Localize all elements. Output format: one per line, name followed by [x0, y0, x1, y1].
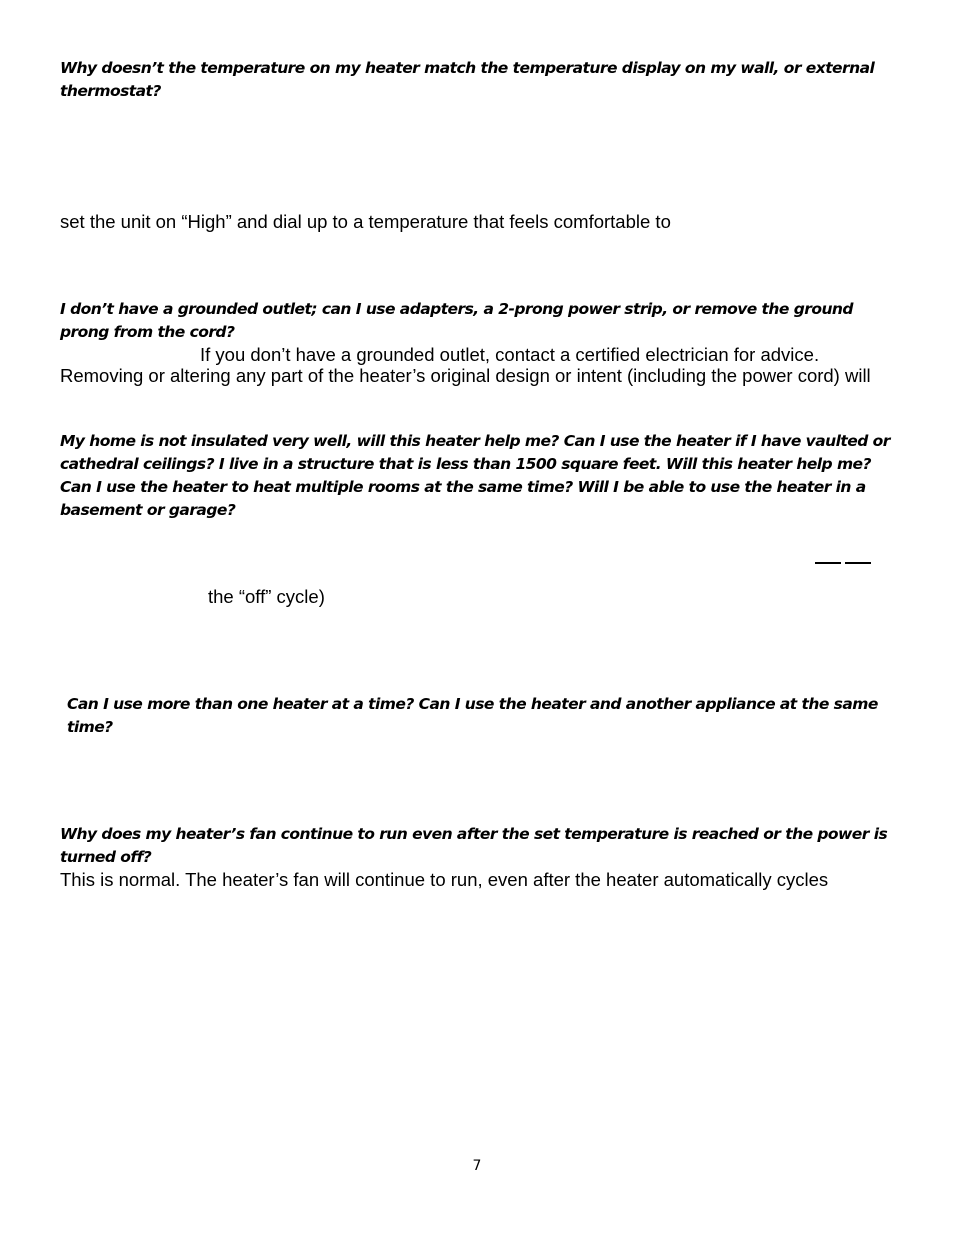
faq-answer-grounded-outlet-line2: Removing or altering any part of the heater’s original design or intent (including the power cord) will [60, 365, 871, 386]
faq-question-insulation: My home is not insulated very well, will this heater help me? Can I use the heater if I have vaulted or cathedral ceilings? I live in a structure that is less than 1500 square feet. Will this heater help me? Can I use the heater to heat multiple rooms at the same time? Will I be able to use the heater in a basement or garage? [60, 432, 890, 519]
faq-answer-thermostat-mismatch: set the unit on “High” and dial up to a temperature that feels comfortable to [60, 211, 671, 232]
faq-question-multiple-heaters: Can I use more than one heater at a time? Can I use the heater and another appliance at the same time? [67, 695, 878, 736]
dash-mark [845, 562, 871, 564]
page-number: 7 [472, 1158, 482, 1174]
faq-question-grounded-outlet: I don’t have a grounded outlet; can I use adapters, a 2-prong power strip, or remove the ground prong from the cord? [60, 300, 853, 341]
faq-answer-fan-runs: This is normal. The heater’s fan will continue to run, even after the heater automatically cycles [60, 869, 829, 890]
faq-question-fan-runs: Why does my heater’s fan continue to run even after the set temperature is reached or the power is turned off? [60, 825, 888, 866]
faq-answer-grounded-outlet-line1: If you don’t have a grounded outlet, contact a certified electrician for advice. [200, 344, 820, 365]
dash-mark [815, 562, 841, 564]
faq-question-thermostat-mismatch: Why doesn’t the temperature on my heater match the temperature display on my wall, or external thermostat? [60, 59, 875, 100]
faq-answer-insulation-fragment: the “off” cycle) [208, 586, 325, 607]
